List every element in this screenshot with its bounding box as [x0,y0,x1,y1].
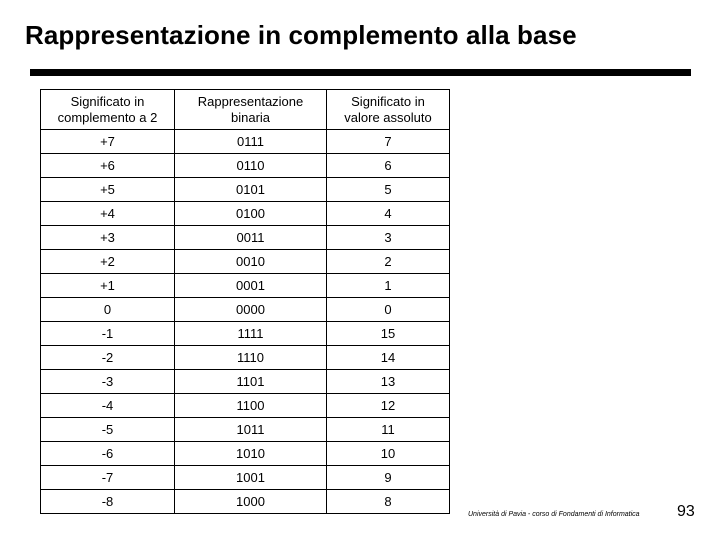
binary-cell: 1110 [175,346,327,370]
binary-cell: 0101 [175,178,327,202]
table-row [41,130,450,154]
twos-complement-cell: -5 [41,418,175,442]
twos-complement-cell: -7 [41,466,175,490]
table-row [41,322,450,346]
absolute-value-cell: 4 [327,202,450,226]
binary-cell: 0001 [175,274,327,298]
binary-cell: 1101 [175,370,327,394]
page-number: 93 [677,503,695,520]
binary-cell: 0000 [175,298,327,322]
table-body [41,130,450,514]
header-binary-representation: Rappresentazione binaria [175,90,327,130]
absolute-value-cell: 3 [327,226,450,250]
twos-complement-cell: 0 [41,298,175,322]
twos-complement-cell: -6 [41,442,175,466]
slide-title: Rappresentazione in complemento alla base [25,20,577,50]
absolute-value-cell: 8 [327,490,450,514]
absolute-value-cell: 11 [327,418,450,442]
table-row [41,370,450,394]
table-row [41,178,450,202]
table-row [41,466,450,490]
twos-complement-cell: -8 [41,490,175,514]
binary-cell: 1111 [175,322,327,346]
absolute-value-cell: 13 [327,370,450,394]
binary-cell: 0110 [175,154,327,178]
complement-table [40,89,450,514]
twos-complement-cell: -1 [41,322,175,346]
binary-cell: 1010 [175,442,327,466]
absolute-value-cell: 1 [327,274,450,298]
binary-cell: 0100 [175,202,327,226]
twos-complement-cell: +7 [41,130,175,154]
binary-cell: 0111 [175,130,327,154]
table-row [41,226,450,250]
table-header-row [41,90,450,130]
table-row [41,274,450,298]
binary-cell: 0011 [175,226,327,250]
absolute-value-cell: 5 [327,178,450,202]
absolute-value-cell: 2 [327,250,450,274]
twos-complement-cell: +3 [41,226,175,250]
table-row [41,346,450,370]
table-row [41,154,450,178]
absolute-value-cell: 12 [327,394,450,418]
absolute-value-cell: 9 [327,466,450,490]
absolute-value-cell: 15 [327,322,450,346]
binary-cell: 1001 [175,466,327,490]
absolute-value-cell: 6 [327,154,450,178]
absolute-value-cell: 14 [327,346,450,370]
table-row [41,442,450,466]
twos-complement-cell: +2 [41,250,175,274]
table-row [41,490,450,514]
table-row [41,298,450,322]
twos-complement-cell: +6 [41,154,175,178]
footer-credit: Università di Pavia - corso di Fondamenti di Informatica [468,511,640,518]
table-row [41,394,450,418]
twos-complement-cell: -4 [41,394,175,418]
binary-cell: 0010 [175,250,327,274]
twos-complement-cell: +4 [41,202,175,226]
binary-cell: 1100 [175,394,327,418]
twos-complement-cell: -2 [41,346,175,370]
header-absolute-value-meaning: Significato in valore assoluto [327,90,450,130]
header-twos-complement-meaning: Significato in complemento a 2 [41,90,175,130]
title-divider [30,69,691,76]
absolute-value-cell: 0 [327,298,450,322]
table-row [41,202,450,226]
table-row [41,418,450,442]
twos-complement-cell: +5 [41,178,175,202]
absolute-value-cell: 7 [327,130,450,154]
binary-cell: 1011 [175,418,327,442]
binary-cell: 1000 [175,490,327,514]
absolute-value-cell: 10 [327,442,450,466]
twos-complement-cell: -3 [41,370,175,394]
table-row [41,250,450,274]
twos-complement-cell: +1 [41,274,175,298]
